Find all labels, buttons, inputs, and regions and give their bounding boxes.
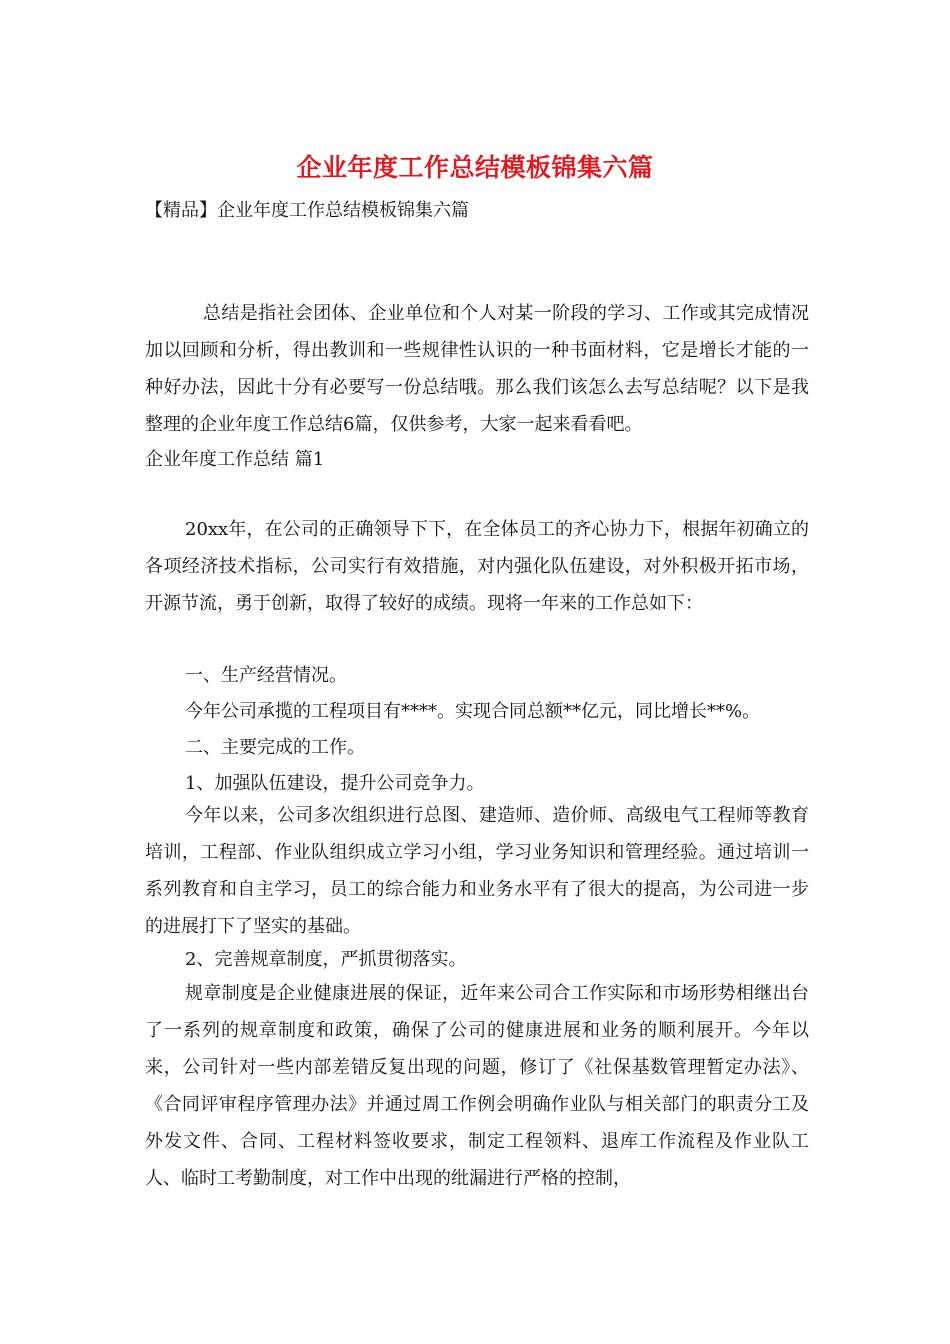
body-paragraph-2: 今年公司承揽的工程项目有****。实现合同总额**亿元，同比增长**%。 (185, 701, 761, 722)
body-paragraph-4: 规章制度是企业健康进展的保证，近年来公司合工作实际和市场形势相继出台了一系列的规章制度和政策，确保了公司的健康进展和业务的顺利展开。今年以来，公司针对一些内部差错反复出现的问题，修订了《社保基数管理暂定办法》、《合同评审程序管理办法》并通过周工作例会明确作业队与相关部门的职责分工及外发文件、合同、工程材料签收要求，制定工程领料、退库工作流程及作业队工人、临时工考勤制度，对工作中出现的纰漏进行严格的控制， (145, 983, 809, 1189)
document-subtitle: 【精品】企业年度工作总结模板锦集六篇 (145, 200, 469, 221)
heading-production: 一、生产经营情况。 (185, 665, 347, 686)
intro-paragraph: 总结是指社会团体、企业单位和个人对某一阶段的学习、工作或其完成情况加以回顾和分析，得出教训和一些规律性认识的一种书面材料，它是增长才能的一种好办法，因此十分有必要写一份总结哦。那么我们该怎么去写总结呢？以下是我整理的企业年度工作总结6篇，仅供参考，大家一起来看看吧。 (145, 303, 809, 435)
heading-main-work: 二、主要完成的工作。 (185, 737, 365, 758)
section-heading: 企业年度工作总结 篇1 (145, 449, 325, 470)
heading-regulations: 2、完善规章制度，严抓贯彻落实。 (185, 949, 467, 970)
document-title: 企业年度工作总结模板锦集六篇 (296, 153, 654, 182)
body-paragraph-3: 今年以来，公司多次组织进行总图、建造师、造价师、高级电气工程师等教育培训，工程部、作业队组织成立学习小组，学习业务知识和管理经验。通过培训一系列教育和自主学习，员工的综合能力和业务水平有了很大的提高，为公司进一步的进展打下了坚实的基础。 (145, 805, 809, 937)
heading-team-building: 1、加强队伍建设，提升公司竞争力。 (185, 773, 485, 794)
body-paragraph-1: 20xx年，在公司的正确领导下下，在全体员工的齐心协力下，根据年初确立的各项经济技术指标，公司实行有效措施，对内强化队伍建设，对外积极开拓市场，开源节流，勇于创新，取得了较好的成绩。现将一年来的工作总如下： (145, 519, 809, 614)
